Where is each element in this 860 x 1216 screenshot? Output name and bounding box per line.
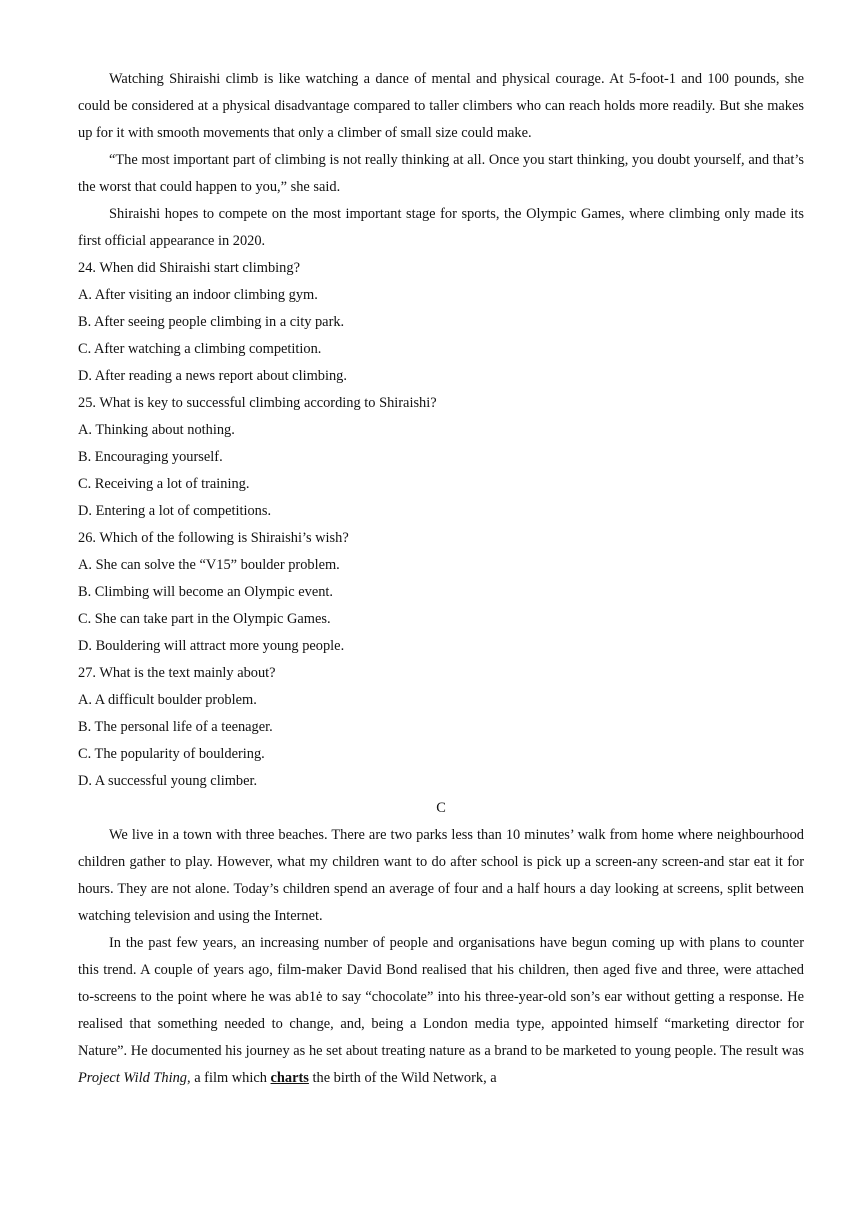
question-25 [78,390,804,525]
option-a: A. A difficult boulder problem. [78,692,257,708]
question-24 [78,255,804,390]
document-page [78,66,804,1092]
question-stem: 26. Which of the following is Shiraishi’s wish? [78,530,349,546]
passage-c-paragraph-1: We live in a town with three beaches. There are two parks less than 10 minutes’ walk from home where neighbourhood children gather to play. However, what my children want to do after school is pick up a screen-any screen-and star eat it for hours. They are not alone. Today’s children spend an average of four and a half hours a day looking at screens, split between watching television and using the Internet. [78,827,804,924]
question-stem: 27. What is the text mainly about? [78,665,276,681]
option-a: A. After visiting an indoor climbing gym. [78,287,318,303]
passage-b-paragraph-3: Shiraishi hopes to compete on the most important stage for sports, the Olympic Games, where climbing only made its first official appearance in 2020. [78,206,804,249]
option-d: D. After reading a news report about climbing. [78,368,347,384]
section-heading: C [436,800,446,816]
option-c: C. The popularity of bouldering. [78,746,265,762]
question-stem: 24. When did Shiraishi start climbing? [78,260,300,276]
question-stem: 25. What is key to successful climbing according to Shiraishi? [78,395,437,411]
passage-text: , a film which [187,1070,271,1086]
passage-c-paragraph-2 [78,930,804,1092]
option-b: B. Encouraging yourself. [78,449,223,465]
option-c: C. She can take part in the Olympic Games. [78,611,331,627]
option-b: B. After seeing people climbing in a city park. [78,314,345,330]
passage-text: the birth of the Wild Network, a [308,1070,497,1086]
option-b: B. The personal life of a teenager. [78,719,273,735]
option-c: C. After watching a climbing competition. [78,341,322,357]
question-27 [78,660,804,795]
film-title: Project Wild Thing [78,1070,187,1086]
passage-text: In the past few years, an increasing number of people and organisations have begun coming up with plans to counter this trend. A couple of years ago, film-maker David Bond realised that his children, then aged five and three, were attached to-screens to the point where he was ab1ė to say “chocolate” into his three-year-old son’s ear without getting a response. He realised that something needed to change, and, being a London media type, appointed himself “marketing director for Nature”. He documented his journey as he set about treating nature as a brand to be marketed to young people. The result was [78,935,804,1059]
passage-b-paragraph-2: “The most important part of climbing is not really thinking at all. Once you start thinking, you doubt yourself, and that’s the worst that could happen to you,” she said. [78,152,804,195]
option-b: B. Climbing will become an Olympic event. [78,584,333,600]
option-c: C. Receiving a lot of training. [78,476,250,492]
option-a: A. She can solve the “V15” boulder problem. [78,557,340,573]
passage-b-paragraph-1: Watching Shiraishi climb is like watching a dance of mental and physical courage. At 5-foot-1 and 100 pounds, she could be considered at a physical disadvantage compared to taller climbers who can reach holds more readily. But she makes up for it with smooth movements that only a climber of small size could make. [78,71,804,141]
question-26 [78,525,804,660]
option-d: D. Bouldering will attract more young people. [78,638,345,654]
underlined-word: charts [270,1070,309,1086]
option-d: D. A successful young climber. [78,773,258,789]
option-d: D. Entering a lot of competitions. [78,503,272,519]
option-a: A. Thinking about nothing. [78,422,235,438]
